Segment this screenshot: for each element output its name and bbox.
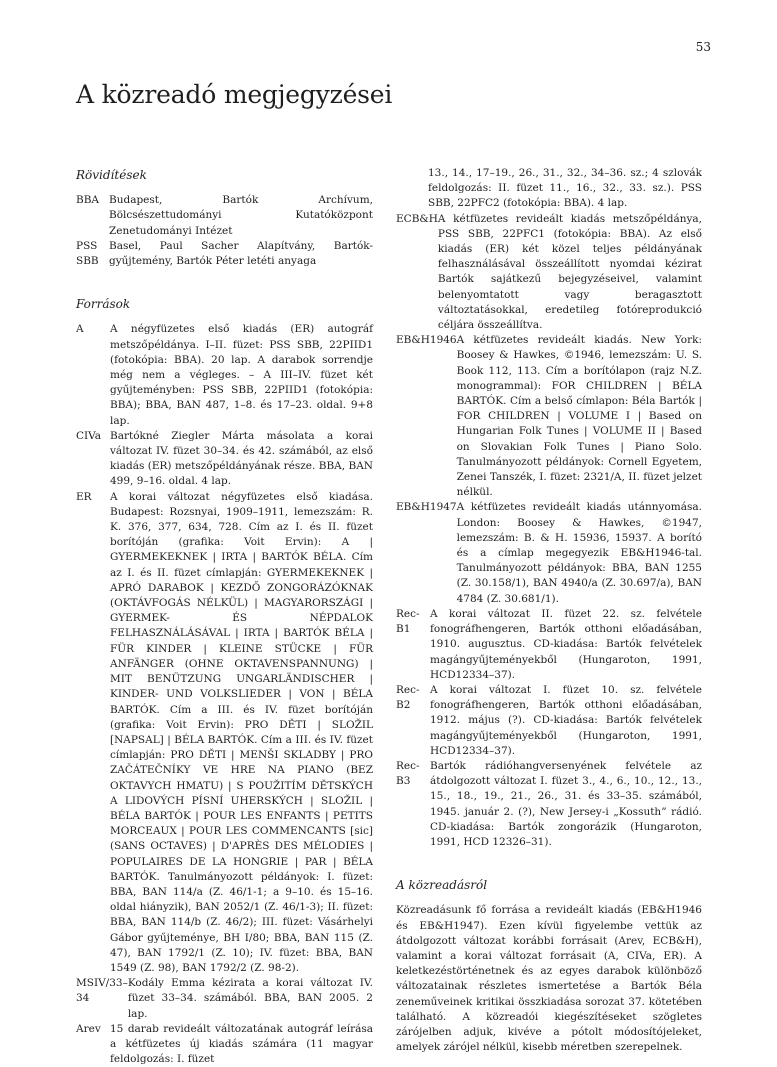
source-entry [76, 490, 373, 977]
source-text: Bartókné Ziegler Márta másolata a korai változat IV. füzet 30–34. és 42. számából, az első kiadás (ER) metszőpéldányának része. BBA, BAN 499, 9–16. oldal. 4 lap. [110, 429, 373, 488]
source-text: A kétfüzetes revideált kiadás utánnyomása. London: Boosey & Hawkes, ©1947, lemezszám: B. & H. 15936, 15937. A borító és a címlap megegyezik EB&H1946-tal. Tanulmányozott példányok: BBA, BAN 1255 (Z. 30.158/1), BAN 4940/a (Z. 30.697/a), BAN 4784 (Z. 30.681/1). [456, 501, 702, 605]
abbrev-key: PSS SBB [76, 239, 99, 268]
source-text: A négyfüzetes első kiadás (ER) autográf metszőpéldánya. I–II. füzet: PSS SBB, 22PIID1 (fotokópia: BBA). 20 lap. A darabok sorrendje még nem a végleges. – A III–IV. füzet két gyűjteményben: PSS SBB, 22PIID1 (fotokópia: BBA); BBA, BAN 487, 1–8. és 17–23. oldal. 9+8 lap. [110, 323, 373, 427]
source-key: Rec-B2 [396, 683, 420, 712]
abbrev-entry [76, 239, 373, 269]
source-entry [396, 683, 702, 759]
source-key: EB&H1946 [396, 334, 457, 347]
source-key: ER [76, 490, 92, 503]
source-entry [396, 333, 702, 500]
sources-heading: Források [76, 297, 131, 312]
source-text: 15 darab revideált változatának autográf leírása a kétfüzetes új kiadás számára (11 magyar feldolgozás: I. füzet [110, 1022, 373, 1066]
source-entry [396, 607, 702, 683]
source-text: A korai változat II. füzet 22. sz. felvétele fonográfhengeren, Bartók otthoni előadásában, 1910. augusztus. CD-kiadása: Bartók felvételek magángyűjteményekből (Hungaroton, 1991, HCD12334–37). [430, 607, 702, 681]
edition-paragraph: Közreadásunk fő forrása a revideált kiadás (EB&H1946 és EB&H1947). Ezen kívül figyelembe vettük az átdolgozott változat korábbi forrásait (Arev, ECB&H), valamint a korai változat forrásait (A, CIVa, ER). A keletkezéstörténetnek és az egyes darabok különböző változatainak részletes ismertetése a Bartók Béla zeneműveinek kritikai összkiadása sorozat 37. kötetében található. A közreadói kiegészítéseket szögletes zárójelben adjuk, kivéve a pótolt módosítójeleket, amelyek zárójel nélkül, kisebb méretben szerepelnek. [396, 904, 702, 1054]
page-title: A közreadó megjegyzései [76, 80, 393, 109]
source-entry [76, 976, 373, 1022]
source-text: A korai változat I. füzet 10. sz. felvétele fonográfhengeren, Bartók otthoni előadásában, 1912. május (?). CD-kiadása: Bartók felvételek magángyűjteményekből (Hungaroton, 1991, HCD12334–37). [430, 683, 702, 757]
abbreviations-heading: Rövidítések [76, 168, 147, 182]
left-column [76, 168, 373, 1067]
source-entry [76, 1022, 373, 1067]
source-key: MSIV/33–34 [76, 977, 128, 1005]
source-key: A [76, 323, 84, 336]
source-entry [396, 212, 702, 334]
source-entry [76, 429, 373, 490]
page-number: 53 [695, 40, 711, 54]
source-entry [76, 322, 373, 428]
source-entry [396, 759, 702, 850]
abbrev-entry [76, 193, 373, 239]
source-key: ECB&H [396, 212, 438, 225]
abbrev-key: BBA [76, 194, 100, 207]
source-continuation: 13., 14., 17–19., 26., 31., 32., 34–36. sz.; 4 szlovák feldolgozás: II. füzet 11., 16., 32., 33. sz.). PSS SBB, 22PFC2 (fotokópia: BBA). 4 lap. [428, 167, 702, 210]
edition-heading: A közreadásról [396, 878, 488, 893]
source-key: EB&H1947 [396, 501, 457, 514]
abbrev-text: Budapest, Bartók Archívum, Bölcsészettudományi Kutatóközpont Zenetudományi Intézet [109, 194, 373, 237]
source-key: CIVa [76, 429, 102, 442]
source-text: A kétfüzetes revideált kiadás. New York: Boosey & Hawkes, ©1946, lemezszám: U. S. Book 112, 113. Cím a borítólapon (rajz N.Z. monogrammal): FOR CHILDREN | BÉLA BARTÓK. Cím a belső címlapon: Béla Bartók | FOR CHILDREN | VOLUME I | Based on Hungarian Folk Tunes | VOLUME II | Based on Slovakian Folk Tunes | Piano Solo. Tanulmányozott példányok: Cornell Egyetem, Zenei Tanszék, I. füzet: 2321/A, II. füzet jelzet nélkül. [456, 334, 702, 499]
source-text: Kodály Emma kézirata a korai változat IV. füzet 33–34. számából. BBA, BAN 2005. 2 lap. [127, 977, 373, 1020]
source-text: Bartók rádióhangversenyének felvétele az átdolgozott változat I. füzet 3., 4., 6., 10., 12., 13., 15., 18., 19., 21., 26., 31. és 33–35. számából, 1945. január 2. (?), New Jersey-i „Kossuth” rádió. CD-kiadása: Bartók zongorázik (Hungaroton, 1991, HCD 12326–31). [430, 759, 702, 848]
abbrev-text: Basel, Paul Sacher Alapítvány, Bartók-gyűjtemény, Bartók Péter letéti anyaga [109, 239, 373, 268]
source-text: A korai változat négyfüzetes első kiadása. Budapest: Rozsnyai, 1909–1911, lemezszám: R. K. 376, 377, 634, 728. Cím az I. és II. füzet borítóján (grafika: Voit Ervin): A | GYERMEKEKNEK | IRTA | BARTÓK BÉLA. Cím az I. és II. füzet címlapján: GYERMEKEKNEK | APRÓ DARABOK | KEZDŐ ZONGORÁZÓKNAK (OKTÁVFOGÁS NÉLKÜL) | MAGYARORSZÁGI | GYERMEK- ÉS NÉPDALOK FELHASZNÁLÁSÁVAL | IRTA | BARTÓK BÉLA | FÜR KINDER | KLEINE STÜCKE | FÜR ANFÄNGER (OHNE OKTAVENSPANNUNG) | MIT BENÜTZUNG UNGARLÄNDISCHER | KINDER- UND VOLKSLIEDER | VON | BÉLA BARTÓK. Cím a III. és IV. füzet borítóján (grafika: Voit Ervin): PRO DĚTI | SLOŽIL [NAPSAL] | BÉLA BARTÓK. Cím a III. és IV. füzet címlapján: PRO DĚTI | MENŠI SKLADBY | PRO ZAČÁTEČNÍKY VE HRE NA PIANO (BEZ OKTAVYCH HMATU) | S POUŽITÍM DĚTSKÝCH A LIDOVÝCH PÍSNÍ UHERSKÝCH | SLOŽIL | BÉLA BARTÓK | POUR LES ENFANTS | PETITS MORCEAUX | POUR LES COMMENCANTS [sic] (SANS OCTAVES) | D'APRÈS DES MÉLODIES | POPULAIRES DE LA HONGRIE | PAR | BÉLA BARTÓK. Tanulmányozott példányok: I. füzet: BBA, BAN 114/a (Z. 46/1-1; a 9–10. és 15–16. oldal hiányzik), BAN 2052/1 (Z. 46/1-3); II. füzet: BBA, BAN 114/b (Z. 46/2); III. füzet: Vásárhelyi Gábor gyűjteménye, BH I/80; BBA, BAN 115 (Z. 47), BAN 1792/1 (Z. 10); IV. füzet: BBA, BAN 1549 (Z. 98), BAN 1792/2 (Z. 98-2). [110, 490, 373, 974]
source-entry [396, 500, 702, 606]
source-text: A kétfüzetes revideált kiadás metszőpéldánya, PSS SBB, 22PFC1 (fotokópia: BBA). Az első kiadás (ER) két közel teljes példányának felhasználásával összeállított nyomdai kézirat Bartók sajátkezű bejegyzéseivel, valamint belenyomtatott vagy beragasztott változtatásokkal, eredetileg fotóreprodukció céljára összeállítva. [437, 212, 702, 332]
right-column [396, 166, 702, 1055]
source-key: Arev [76, 1022, 101, 1035]
source-key: Rec-B3 [396, 759, 420, 788]
source-key: Rec-B1 [396, 607, 420, 636]
